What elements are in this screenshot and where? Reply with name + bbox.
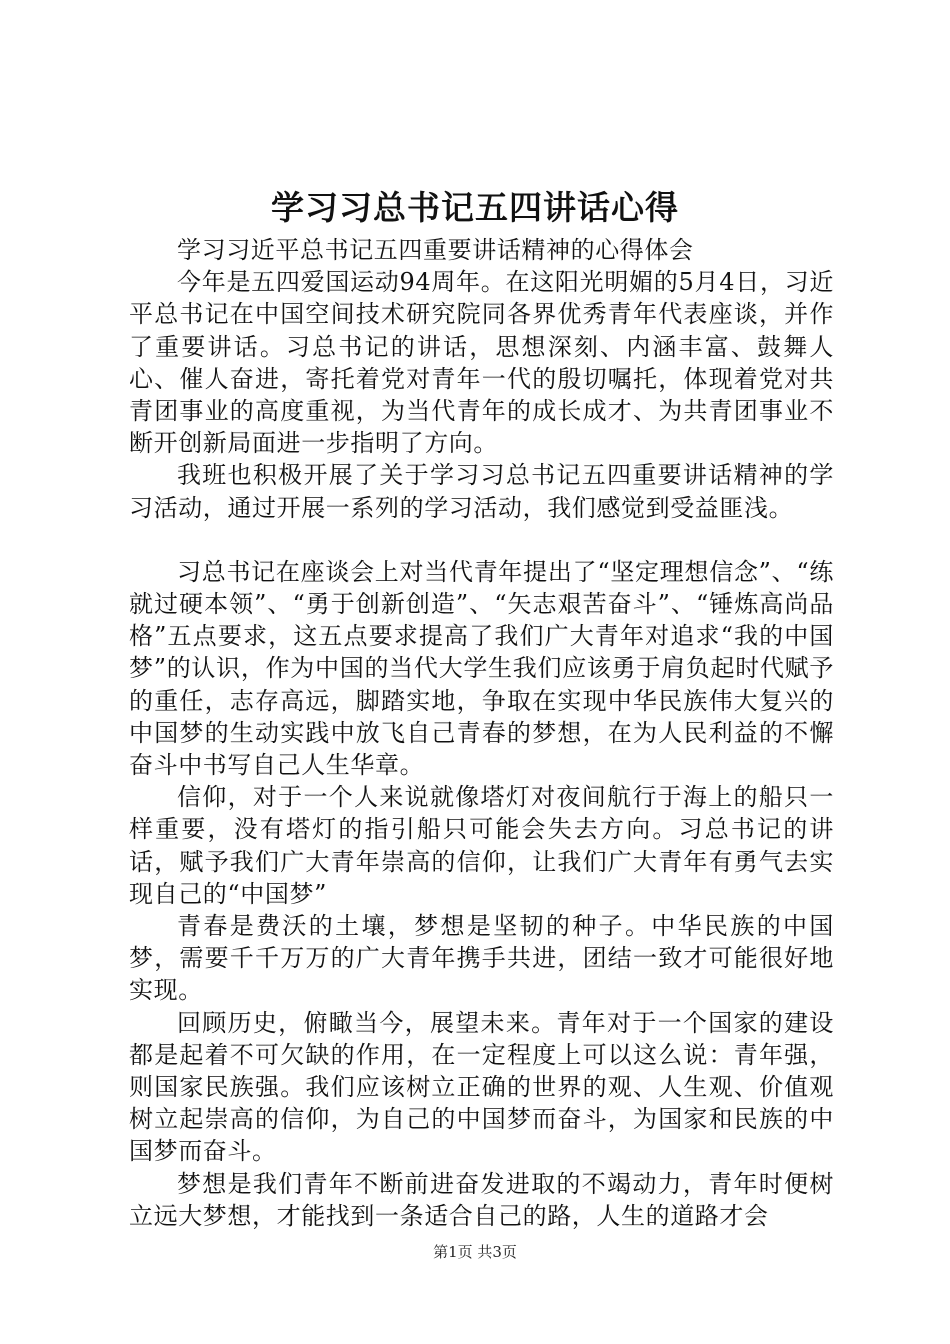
page-footer: 第1页 共3页: [433, 1243, 517, 1261]
body-paragraph: 梦想是我们青年不断前进奋发进取的不竭动力，青年时便树立远大梦想，才能找到一条适合自己的路，人生的道路才会: [129, 1169, 834, 1230]
document-title: 学习习总书记五四讲话心得: [271, 188, 679, 227]
document-body: [129, 234, 834, 1232]
subtitle-paragraph: 学习习近平总书记五四重要讲话精神的心得体会: [177, 236, 694, 264]
body-paragraph: 回顾历史，俯瞰当今，展望未来。青年对于一个国家的建设都是起着不可欠缺的作用，在一定程度上可以这么说：青年强，则国家民族强。我们应该树立正确的世界的观、人生观、价值观树立起崇高的信仰，为自己的中国梦而奋斗，为国家和民族的中国梦而奋斗。: [129, 1008, 834, 1166]
body-paragraph: 习总书记在座谈会上对当代青年提出了“坚定理想信念”、“练就过硬本领”、“勇于创新创造”、“矢志艰苦奋斗”、“锤炼高尚品格”五点要求，这五点要求提高了我们广大青年对追求“我的中国梦”的认识，作为中国的当代大学生我们应该勇于肩负起时代赋予的重任，志存高远，脚踏实地，争取在实现中华民族伟大复兴的中国梦的生动实践中放飞自己青春的梦想，在为人民利益的不懈奋斗中书写自己人生华章。: [129, 557, 834, 780]
body-paragraph: 信仰，对于一个人来说就像塔灯对夜间航行于海上的船只一样重要，没有塔灯的指引船只可能会失去方向。习总书记的讲话，赋予我们广大青年崇高的信仰，让我们广大青年有勇气去实现自己的“中国梦”: [129, 783, 834, 908]
body-paragraph: 今年是五四爱国运动94周年。在这阳光明媚的5月4日，习近平总书记在中国空间技术研究院同各界优秀青年代表座谈，并作了重要讲话。习总书记的讲话，思想深刻、内涵丰富、鼓舞人心、催人奋进，寄托着党对青年一代的殷切嘱托，体现着党对共青团事业的高度重视，为当代青年的成长成才、为共青团事业不断开创新局面进一步指明了方向。: [129, 268, 834, 458]
body-paragraph: 我班也积极开展了关于学习习总书记五四重要讲话精神的学习活动，通过开展一系列的学习活动，我们感觉到受益匪浅。: [129, 461, 834, 522]
body-paragraph: 青春是费沃的土壤，梦想是坚韧的种子。中华民族的中国梦，需要千千万万的广大青年携手共进，团结一致才可能很好地实现。: [129, 912, 834, 1005]
